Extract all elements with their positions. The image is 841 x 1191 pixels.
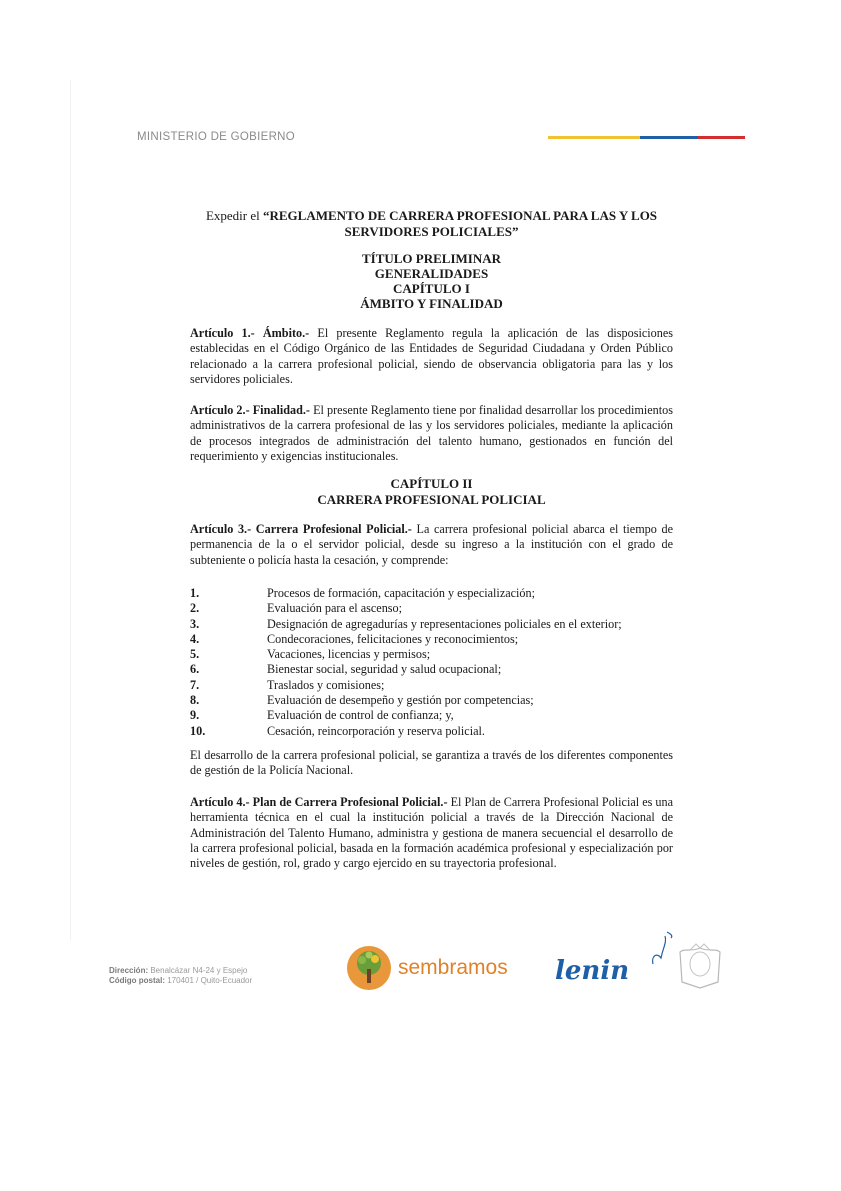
article-3-text: La carrera profesional policial abarca el tiempo de permanencia de la o el servidor policial, desde su ingreso a la institución con el grado de subteniente o policía hasta la cesación, y comprende: xyxy=(190,522,674,567)
list-item-text: Vacaciones, licencias y permisos; xyxy=(267,647,431,662)
heading-capitulo-1: CAPÍTULO I xyxy=(393,281,470,296)
footer-address-line xyxy=(109,966,252,976)
sembramos-tree-icon xyxy=(346,945,392,991)
flag-blue xyxy=(640,136,698,139)
article-1 xyxy=(190,326,673,387)
list-item xyxy=(190,632,673,647)
list-item-number: 4. xyxy=(190,631,200,646)
article-2 xyxy=(190,403,673,464)
list-item xyxy=(190,708,673,723)
coat-of-arms-icon xyxy=(670,942,730,990)
list-item xyxy=(190,586,673,601)
list-item xyxy=(190,662,673,677)
flag-red xyxy=(698,136,745,139)
postal-label: Código postal: xyxy=(109,976,165,985)
article-4-text: El Plan de Carrera Profesional Policial es una herramienta técnica en el cual la institución policial a través de la Dirección Nacional de Administración del Talento Humano, administra y gestiona de manera secuencial el desarrollo de la carrera profesional policial, basada en la formación académica profesional y especialización por niveles de gestión, rol, grado y cargo ejercido en su trayectoria profesional. xyxy=(190,795,674,871)
flag-stripe xyxy=(548,136,745,139)
address-value: Benalcázar N4-24 y Espejo xyxy=(148,966,248,975)
postal-value: 170401 / Quito-Ecuador xyxy=(165,976,253,985)
sembramos-brand: sembramos xyxy=(398,956,508,979)
list-item-text: Evaluación para el ascenso; xyxy=(267,601,403,616)
list-item-text: Evaluación de control de confianza; y, xyxy=(267,708,454,723)
heading-capitulo-2: CAPÍTULO II xyxy=(390,476,473,491)
list-item xyxy=(190,647,673,662)
title-bold-2: SERVIDORES POLICIALES” xyxy=(344,224,519,239)
document-title-line2 xyxy=(190,224,673,239)
article-4-label: Artículo 4.- Plan de Carrera Profesional Policial.- xyxy=(190,795,448,809)
document-title-line1 xyxy=(190,208,673,223)
list-item-number: 10. xyxy=(190,723,206,738)
heading-carrera: CARRERA PROFESIONAL POLICIAL xyxy=(317,492,546,507)
list-item xyxy=(190,617,673,632)
list-item-text: Condecoraciones, felicitaciones y reconocimientos; xyxy=(267,631,519,646)
lenin-brand: lenin xyxy=(555,956,630,986)
list-item-number: 8. xyxy=(190,693,200,708)
list-item xyxy=(190,601,673,616)
heading-generalidades: GENERALIDADES xyxy=(374,266,489,281)
list-item-number: 6. xyxy=(190,662,200,677)
article-3-closing: El desarrollo de la carrera profesional policial, se garantiza a través de los diferentes componentes de gestión de la Policía Nacional. xyxy=(190,748,673,778)
list-item-number: 1. xyxy=(190,586,200,600)
list-item xyxy=(190,693,673,708)
list-item-number: 2. xyxy=(190,601,200,616)
footer-address xyxy=(109,966,252,986)
list-item xyxy=(190,678,673,693)
heading-ambito: ÁMBITO Y FINALIDAD xyxy=(360,296,503,311)
article-2-text: El presente Reglamento tiene por finalidad desarrollar los procedimientos administrativos de la carrera profesional de las y los servidores policiales, mediante la aplicación de procesos integrados de administración del talento humano, gestionados en función del requerimiento y exigencias institucionales. xyxy=(190,403,673,463)
footer-postal-line xyxy=(109,976,252,986)
scan-edge xyxy=(70,80,71,940)
article-1-label: Artículo 1.- Ámbito.- xyxy=(190,326,310,340)
list-item-number: 9. xyxy=(190,708,200,723)
article-4 xyxy=(190,795,673,871)
article-3-label: Artículo 3.- Carrera Profesional Policial.- xyxy=(190,522,412,536)
flag-yellow xyxy=(548,136,640,139)
article-2-label: Artículo 2.- Finalidad.- xyxy=(190,403,310,417)
list-item-text: Designación de agregadurías y representaciones policiales en el exterior; xyxy=(267,616,622,631)
list-item-number: 3. xyxy=(190,616,200,631)
article-1-text: El presente Reglamento regula la aplicación de las disposiciones establecidas en el Código Orgánico de las Entidades de Seguridad Ciudadana y Orden Público relacionado a la carrera profesional policial, siendo de observancia obligatoria para las y los servidores policiales. xyxy=(190,326,673,386)
list-item-text: Cesación, reincorporación y reserva policial. xyxy=(267,723,485,738)
list-item-number: 7. xyxy=(190,677,200,692)
list-item-text: Evaluación de desempeño y gestión por competencias; xyxy=(267,693,534,708)
title-prefix: Expedir el xyxy=(205,208,263,223)
article-3-list xyxy=(190,586,673,739)
address-label: Dirección: xyxy=(109,966,149,975)
list-item-text: Traslados y comisiones; xyxy=(267,677,385,692)
article-3 xyxy=(190,522,673,568)
ministry-header: MINISTERIO DE GOBIERNO xyxy=(137,131,296,143)
list-item xyxy=(190,724,673,739)
list-item-text: Procesos de formación, capacitación y especialización; xyxy=(267,586,536,600)
list-item-text: Bienestar social, seguridad y salud ocupacional; xyxy=(267,662,502,677)
list-item-number: 5. xyxy=(190,647,200,662)
heading-titulo: TÍTULO PRELIMINAR xyxy=(361,251,502,266)
title-bold-1: “REGLAMENTO DE CARRERA PROFESIONAL PARA LAS Y LOS xyxy=(263,208,658,223)
